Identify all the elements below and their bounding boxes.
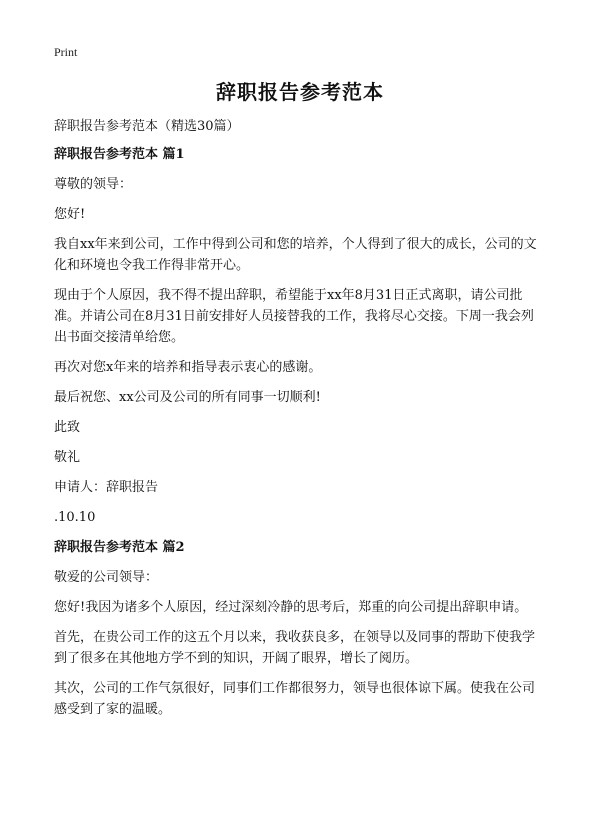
section-heading-2: 辞职报告参考范本 篇2 [54,540,185,555]
greeting: 您好! [54,207,86,222]
paragraph-resignation: 现由于个人原因，我不得不提出辞职，希望能于xx年8月31日正式离职，请公司批准。并请公司在8月31日前安排好人员接替我的工作，我将尽心交接。下周一我会列出书面交接清单给您。 [54,288,534,345]
salutation: 尊敬的领导： [54,177,133,192]
paragraph-experience: 我自xx年来到公司，工作中得到公司和您的培养，个人得到了很大的成长，公司的文化和环境也令我工作得非常开心。 [54,237,537,273]
applicant-line: 申请人：辞职报告 [54,480,159,495]
document-subtitle: 辞职报告参考范本（精选30篇） [54,119,240,134]
paragraph-resignation-2: 您好!我因为诸多个人原因，经过深刻冷静的思考后，郑重的向公司提出辞职申请。 [54,600,528,615]
paragraph-wishes: 最后祝您、xx公司及公司的所有同事一切顺利! [54,390,321,405]
document-title: 辞职报告参考范本 [216,80,384,104]
closing-line-2: 敬礼 [54,450,81,465]
section-heading-1: 辞职报告参考范本 篇1 [54,147,185,162]
closing-line-1: 此致 [54,420,81,435]
paragraph-first: 首先，在贵公司工作的这五个月以来，我收获良多，在领导以及同事的帮助下使我学到了很多在其他地方学不到的知识，开阔了眼界，增长了阅历。 [54,630,536,666]
paragraph-second: 其次，公司的工作气氛很好，同事们工作都很努力，领导也很体谅下属。使我在公司感受到了家的温暖。 [54,681,536,717]
print-label: Print [54,45,78,59]
salutation-2: 敬爱的公司领导： [54,570,159,585]
date-line: .10.10 [54,510,96,525]
paragraph-thanks: 再次对您x年来的培养和指导表示衷心的感谢。 [54,360,322,375]
